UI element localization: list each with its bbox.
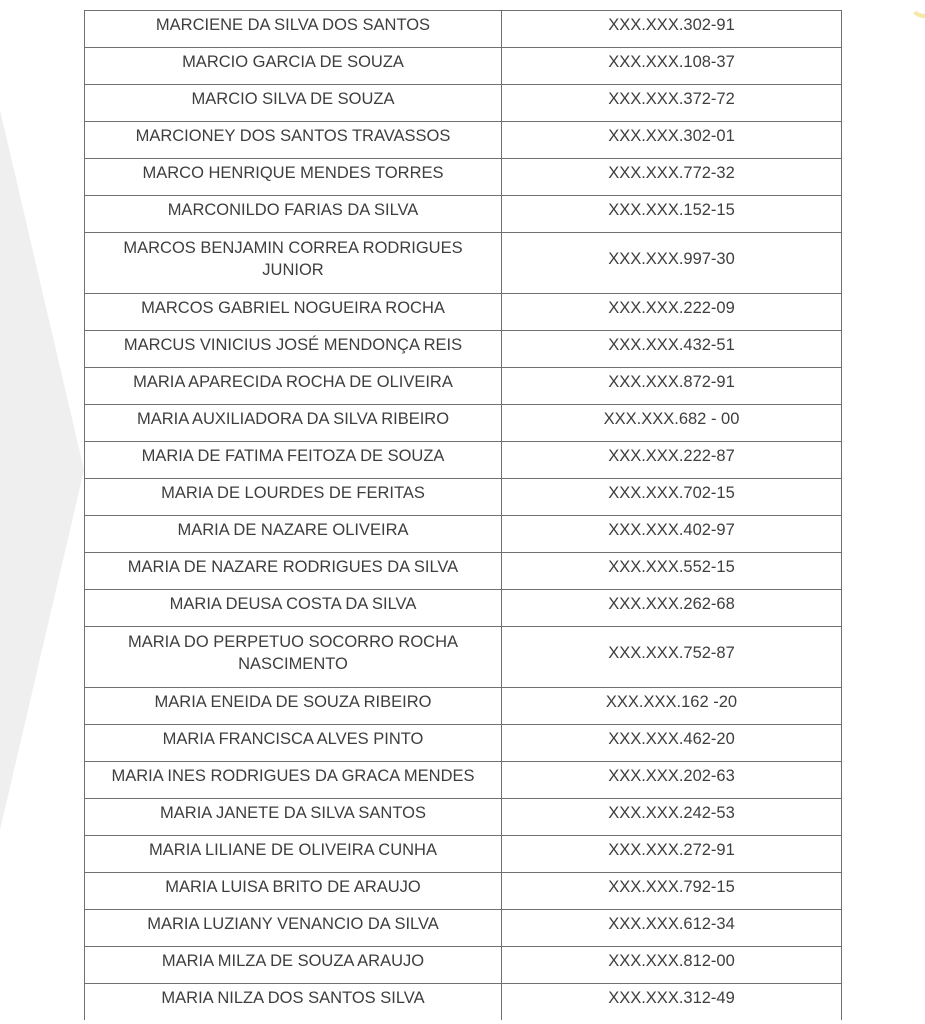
cpf-cell: XXX.XXX.222-87 xyxy=(502,442,842,479)
table-row xyxy=(85,122,842,159)
table-row xyxy=(85,48,842,85)
person-name-cell: MARIA MILZA DE SOUZA ARAUJO xyxy=(85,947,502,984)
cpf-cell: XXX.XXX.152-15 xyxy=(502,196,842,233)
cpf-cell: XXX.XXX.462-20 xyxy=(502,725,842,762)
table-row xyxy=(85,553,842,590)
table-row xyxy=(85,873,842,910)
table-row xyxy=(85,688,842,725)
table-row xyxy=(85,196,842,233)
cpf-cell: XXX.XXX.682 - 00 xyxy=(502,405,842,442)
table-row xyxy=(85,799,842,836)
cpf-cell: XXX.XXX.162 -20 xyxy=(502,688,842,725)
table-row xyxy=(85,479,842,516)
table-row xyxy=(85,910,842,947)
background-shape xyxy=(0,110,84,830)
cpf-cell: XXX.XXX.702-15 xyxy=(502,479,842,516)
person-name-cell: MARIA LUISA BRITO DE ARAUJO xyxy=(85,873,502,910)
table-row xyxy=(85,836,842,873)
person-name-cell: MARCO HENRIQUE MENDES TORRES xyxy=(85,159,502,196)
table-row xyxy=(85,85,842,122)
cpf-cell: XXX.XXX.997-30 xyxy=(502,233,842,294)
cpf-cell: XXX.XXX.792-15 xyxy=(502,873,842,910)
cpf-cell: XXX.XXX.312-49 xyxy=(502,984,842,1021)
cpf-cell: XXX.XXX.402-97 xyxy=(502,516,842,553)
cpf-cell: XXX.XXX.272-91 xyxy=(502,836,842,873)
person-name-cell: MARCUS VINICIUS JOSÉ MENDONÇA REIS xyxy=(85,331,502,368)
table-row xyxy=(85,294,842,331)
corner-logo-mark xyxy=(909,0,925,18)
person-name-cell: MARCOS BENJAMIN CORREA RODRIGUES JUNIOR xyxy=(85,233,502,294)
person-name-cell: MARCONILDO FARIAS DA SILVA xyxy=(85,196,502,233)
document-table-container xyxy=(84,0,841,1024)
cpf-cell: XXX.XXX.872-91 xyxy=(502,368,842,405)
table-row xyxy=(85,159,842,196)
table-row xyxy=(85,516,842,553)
table-row xyxy=(85,762,842,799)
person-name-cell: MARIA DO PERPETUO SOCORRO ROCHA NASCIMENTO xyxy=(85,627,502,688)
person-name-cell: MARIA LILIANE DE OLIVEIRA CUNHA xyxy=(85,836,502,873)
table-row xyxy=(85,590,842,627)
person-name-cell: MARCIENE DA SILVA DOS SANTOS xyxy=(85,11,502,48)
table-row xyxy=(85,947,842,984)
person-name-cell: MARIA AUXILIADORA DA SILVA RIBEIRO xyxy=(85,405,502,442)
person-name-cell: MARIA DEUSA COSTA DA SILVA xyxy=(85,590,502,627)
person-name-cell: MARCIO GARCIA DE SOUZA xyxy=(85,48,502,85)
cpf-cell: XXX.XXX.242-53 xyxy=(502,799,842,836)
person-name-cell: MARIA ENEIDA DE SOUZA RIBEIRO xyxy=(85,688,502,725)
person-name-cell: MARIA FRANCISCA ALVES PINTO xyxy=(85,725,502,762)
cpf-cell: XXX.XXX.612-34 xyxy=(502,910,842,947)
person-name-cell: MARIA LUZIANY VENANCIO DA SILVA xyxy=(85,910,502,947)
table-row xyxy=(85,331,842,368)
person-name-cell: MARIA DE NAZARE RODRIGUES DA SILVA xyxy=(85,553,502,590)
person-name-cell: MARIA JANETE DA SILVA SANTOS xyxy=(85,799,502,836)
cpf-cell: XXX.XXX.302-01 xyxy=(502,122,842,159)
table-row xyxy=(85,725,842,762)
cpf-cell: XXX.XXX.302-91 xyxy=(502,11,842,48)
table-body xyxy=(85,11,842,1021)
person-name-cell: MARIA INES RODRIGUES DA GRACA MENDES xyxy=(85,762,502,799)
person-name-cell: MARIA DE LOURDES DE FERITAS xyxy=(85,479,502,516)
person-name-cell: MARCOS GABRIEL NOGUEIRA ROCHA xyxy=(85,294,502,331)
table-row xyxy=(85,984,842,1021)
cpf-cell: XXX.XXX.108-37 xyxy=(502,48,842,85)
table-row xyxy=(85,368,842,405)
table-row xyxy=(85,442,842,479)
table-row xyxy=(85,233,842,294)
cpf-cell: XXX.XXX.202-63 xyxy=(502,762,842,799)
cpf-cell: XXX.XXX.222-09 xyxy=(502,294,842,331)
person-name-cell: MARIA APARECIDA ROCHA DE OLIVEIRA xyxy=(85,368,502,405)
person-name-cell: MARIA NILZA DOS SANTOS SILVA xyxy=(85,984,502,1021)
person-name-cell: MARCIO SILVA DE SOUZA xyxy=(85,85,502,122)
table-row xyxy=(85,405,842,442)
cpf-cell: XXX.XXX.432-51 xyxy=(502,331,842,368)
person-name-cell: MARIA DE FATIMA FEITOZA DE SOUZA xyxy=(85,442,502,479)
names-cpf-table xyxy=(84,10,842,1020)
cpf-cell: XXX.XXX.752-87 xyxy=(502,627,842,688)
cpf-cell: XXX.XXX.772-32 xyxy=(502,159,842,196)
cpf-cell: XXX.XXX.372-72 xyxy=(502,85,842,122)
table-row xyxy=(85,11,842,48)
cpf-cell: XXX.XXX.552-15 xyxy=(502,553,842,590)
person-name-cell: MARIA DE NAZARE OLIVEIRA xyxy=(85,516,502,553)
person-name-cell: MARCIONEY DOS SANTOS TRAVASSOS xyxy=(85,122,502,159)
table-row xyxy=(85,627,842,688)
cpf-cell: XXX.XXX.812-00 xyxy=(502,947,842,984)
cpf-cell: XXX.XXX.262-68 xyxy=(502,590,842,627)
